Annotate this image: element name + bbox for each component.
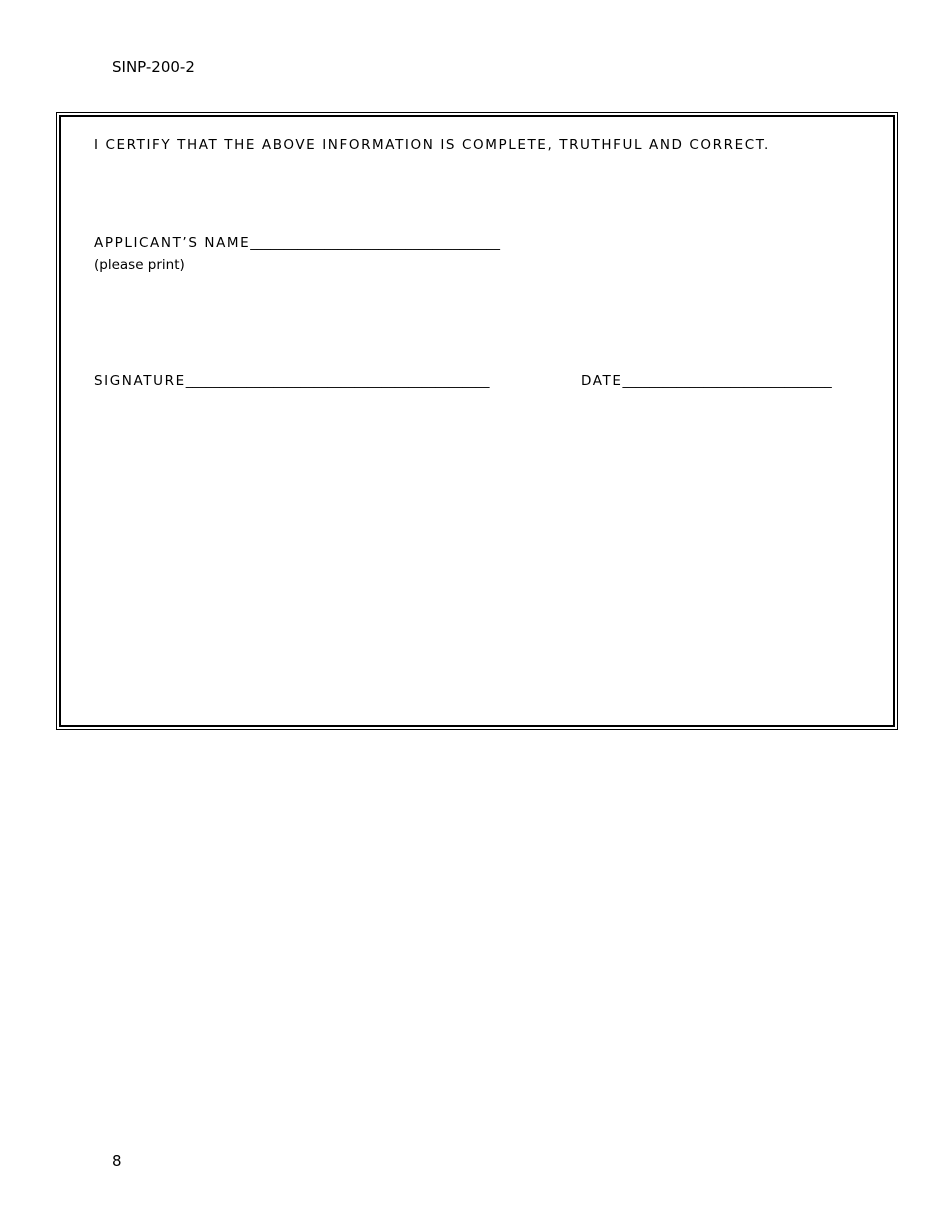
date-label: DATE	[581, 373, 623, 389]
date-field[interactable]	[581, 373, 832, 389]
signature-blank[interactable]: _____________________________________________	[185, 373, 490, 389]
signature-label: SIGNATURE	[94, 373, 186, 389]
applicant-name-blank[interactable]: _____________________________________	[250, 235, 501, 251]
applicant-name-hint: (please print)	[94, 257, 185, 273]
form-id: SINP-200-2	[112, 58, 195, 76]
applicant-name-label: APPLICANT’S NAME	[94, 235, 251, 251]
signature-field[interactable]	[94, 373, 490, 389]
certification-box	[56, 112, 898, 730]
date-blank[interactable]: _______________________________	[622, 373, 832, 389]
certification-statement: I CERTIFY THAT THE ABOVE INFORMATION IS COMPLETE, TRUTHFUL AND CORRECT.	[94, 137, 770, 153]
applicant-name-field[interactable]	[94, 235, 500, 251]
certification-box-inner	[59, 115, 895, 727]
page-number: 8	[112, 1152, 122, 1170]
